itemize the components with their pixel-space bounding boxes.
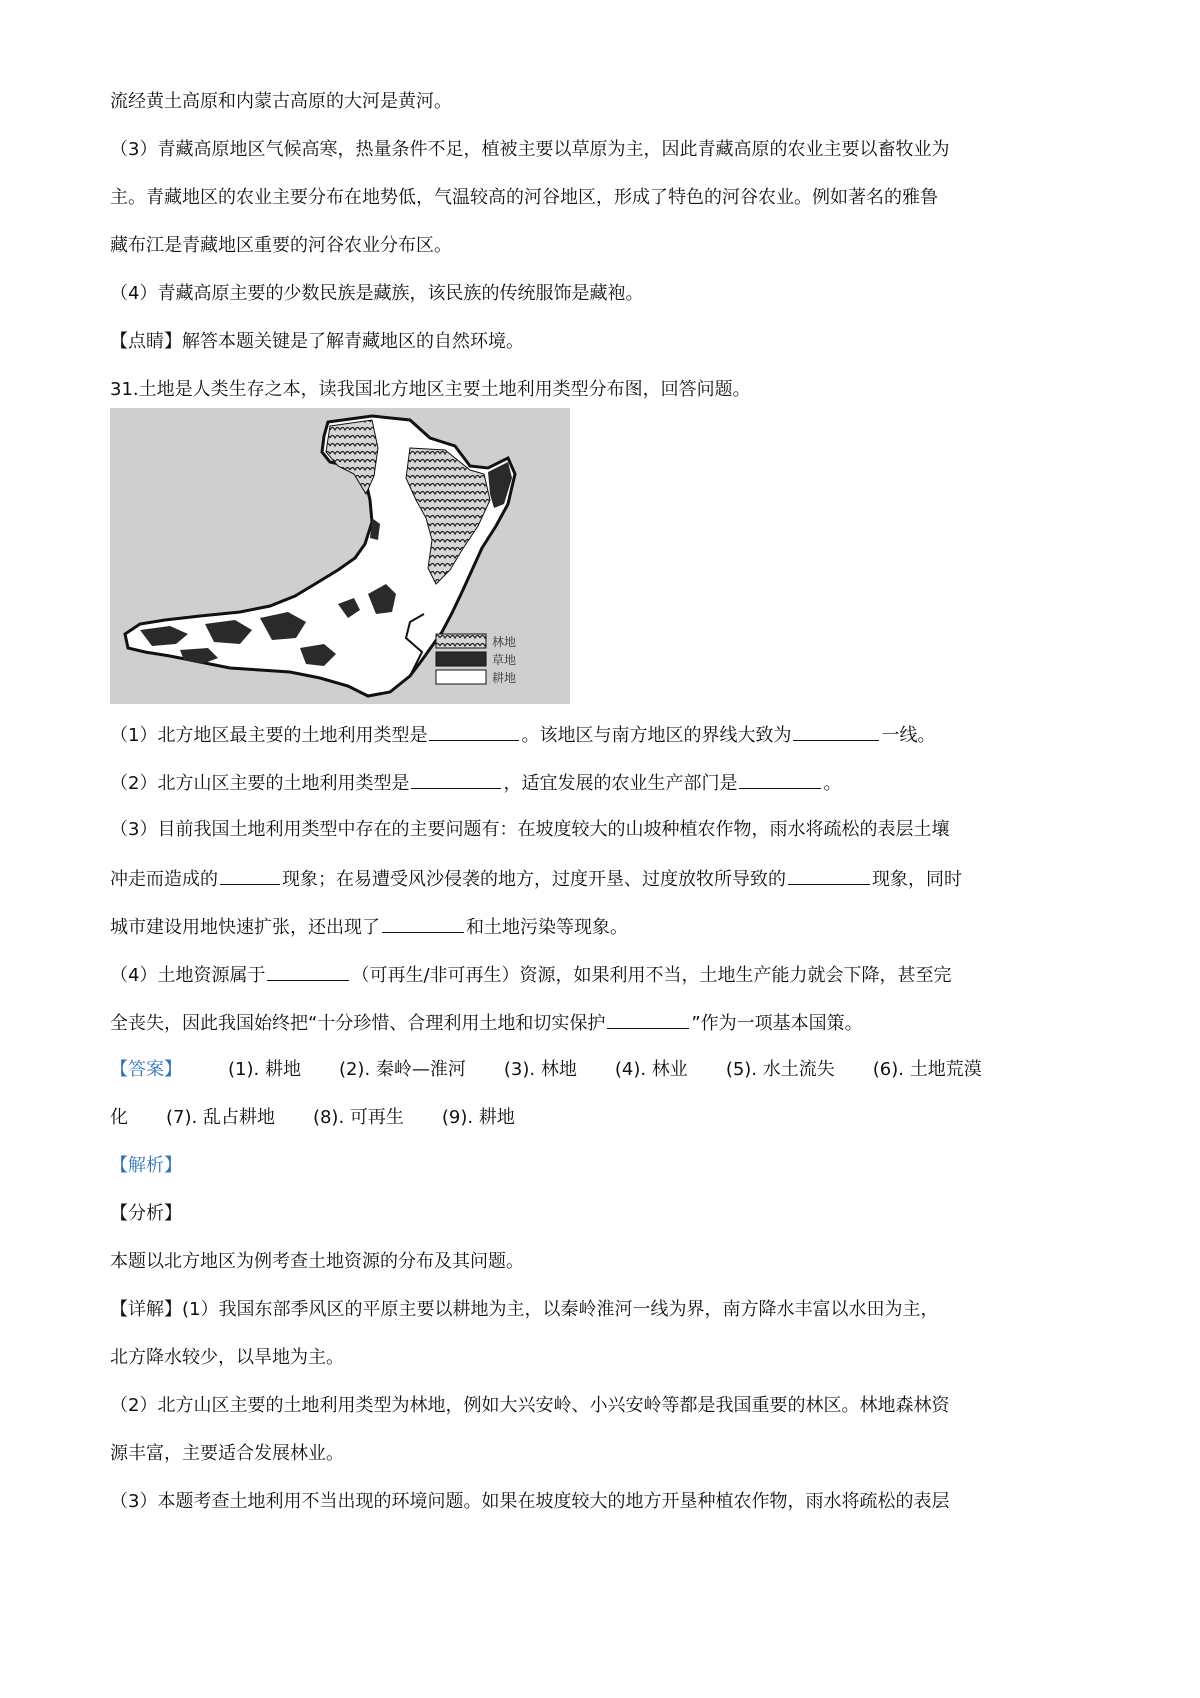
answer-line bbox=[110, 1058, 1100, 1082]
answer-item: (5). 水土流失 bbox=[725, 1059, 835, 1080]
paragraph-line: 藏布江是青藏地区重要的河谷农业分布区。 bbox=[110, 235, 452, 256]
answer-item: (6). 土地荒漠 bbox=[872, 1059, 982, 1080]
detail-line: （3）本题考查土地利用不当出现的环境问题。如果在坡度较大的地方开垦种植农作物，雨水将疏松的表层 bbox=[110, 1491, 950, 1512]
question-31-2: （2）北方山区主要的土地利用类型是 ，适宜发展的农业生产部门是 。 bbox=[110, 770, 1100, 794]
answer-item: (2). 秦岭—淮河 bbox=[338, 1059, 466, 1080]
question-31-3-cont: 冲走而造成的 现象；在易遭受风沙侵袭的地方，过度开垦、过度放牧所导致的 现象，同时 bbox=[110, 866, 1100, 890]
answer-blank bbox=[411, 770, 501, 789]
analysis-heading: 【分析】 bbox=[110, 1203, 182, 1224]
answer-item: (8). 可再生 bbox=[312, 1107, 404, 1128]
question-31-4: （4）土地资源属于 （可再生/非可再生）资源，如果利用不当，土地生产能力就会下降，甚至完 bbox=[110, 962, 1100, 986]
key-point: 【点睛】解答本题关键是了解青藏地区的自然环境。 bbox=[110, 331, 524, 352]
question-31-3: （3）目前我国土地利用类型中存在的主要问题有：在坡度较大的山坡种植农作物，雨水将疏松的表层土壤 bbox=[110, 819, 950, 840]
detail-line: 【详解】(1）我国东部季风区的平原主要以耕地为主，以秦岭淮河一线为界，南方降水丰富以水田为主， bbox=[110, 1299, 939, 1320]
answer-item: 化 bbox=[110, 1107, 128, 1128]
detail-line: （2）北方山区主要的土地利用类型为林地，例如大兴安岭、小兴安岭等都是我国重要的林区。林地森林资 bbox=[110, 1395, 950, 1416]
answer-item: (4). 林业 bbox=[614, 1059, 688, 1080]
question-31-4-cont: 全丧失，因此我国始终把“十分珍惜、合理利用土地和切实保护 ”作为一项基本国策。 bbox=[110, 1010, 1100, 1034]
detail-line: 北方降水较少，以旱地为主。 bbox=[110, 1347, 344, 1368]
detail-line: 源丰富，主要适合发展林业。 bbox=[110, 1443, 344, 1464]
answer-blank bbox=[220, 866, 280, 885]
question-31-stem: 31.土地是人类生存之本，读我国北方地区主要土地利用类型分布图，回答问题。 bbox=[110, 379, 751, 400]
legend-label: 草地 bbox=[492, 653, 517, 667]
answer-item: (3). 林地 bbox=[503, 1059, 577, 1080]
legend-cropland-swatch bbox=[436, 670, 486, 684]
answer-item: (7). 乱占耕地 bbox=[166, 1107, 275, 1128]
paragraph-line: 主。青藏地区的农业主要分布在地势低，气温较高的河谷地区，形成了特色的河谷农业。例如著名的雅鲁 bbox=[110, 187, 938, 208]
legend-label: 耕地 bbox=[492, 671, 517, 685]
legend-grassland-swatch bbox=[436, 652, 486, 666]
answer-item: (1). 耕地 bbox=[228, 1059, 301, 1080]
analysis-text: 本题以北方地区为例考查土地资源的分布及其问题。 bbox=[110, 1251, 524, 1272]
land-use-map bbox=[110, 408, 570, 704]
paragraph-line: 流经黄土高原和内蒙古高原的大河是黄河。 bbox=[110, 91, 452, 112]
answer-blank bbox=[267, 962, 349, 981]
legend-label: 林地 bbox=[492, 635, 517, 649]
answer-item: (9). 耕地 bbox=[441, 1107, 515, 1128]
answer-blank bbox=[788, 866, 870, 885]
answer-line-cont bbox=[110, 1106, 1100, 1130]
paragraph-line: （3）青藏高原地区气候高寒，热量条件不足，植被主要以草原为主，因此青藏高原的农业主要以畜牧业为 bbox=[110, 139, 950, 160]
question-31-1: （1）北方地区最主要的土地利用类型是 。该地区与南方地区的界线大致为 一线。 bbox=[110, 722, 1100, 746]
paragraph-line: （4）青藏高原主要的少数民族是藏族，该民族的传统服饰是藏袍。 bbox=[110, 283, 644, 304]
analysis-label: 【解析】 bbox=[110, 1155, 182, 1176]
answer-label: 【答案】 bbox=[110, 1059, 182, 1080]
document-page bbox=[110, 90, 1100, 1514]
answer-blank bbox=[793, 722, 879, 741]
answer-blank bbox=[607, 1010, 689, 1029]
legend-forest-swatch bbox=[436, 634, 486, 648]
answer-blank bbox=[739, 770, 821, 789]
answer-blank bbox=[382, 914, 464, 933]
question-31-3-cont: 城市建设用地快速扩张，还出现了 和土地污染等现象。 bbox=[110, 914, 1100, 938]
answer-blank bbox=[429, 722, 519, 741]
